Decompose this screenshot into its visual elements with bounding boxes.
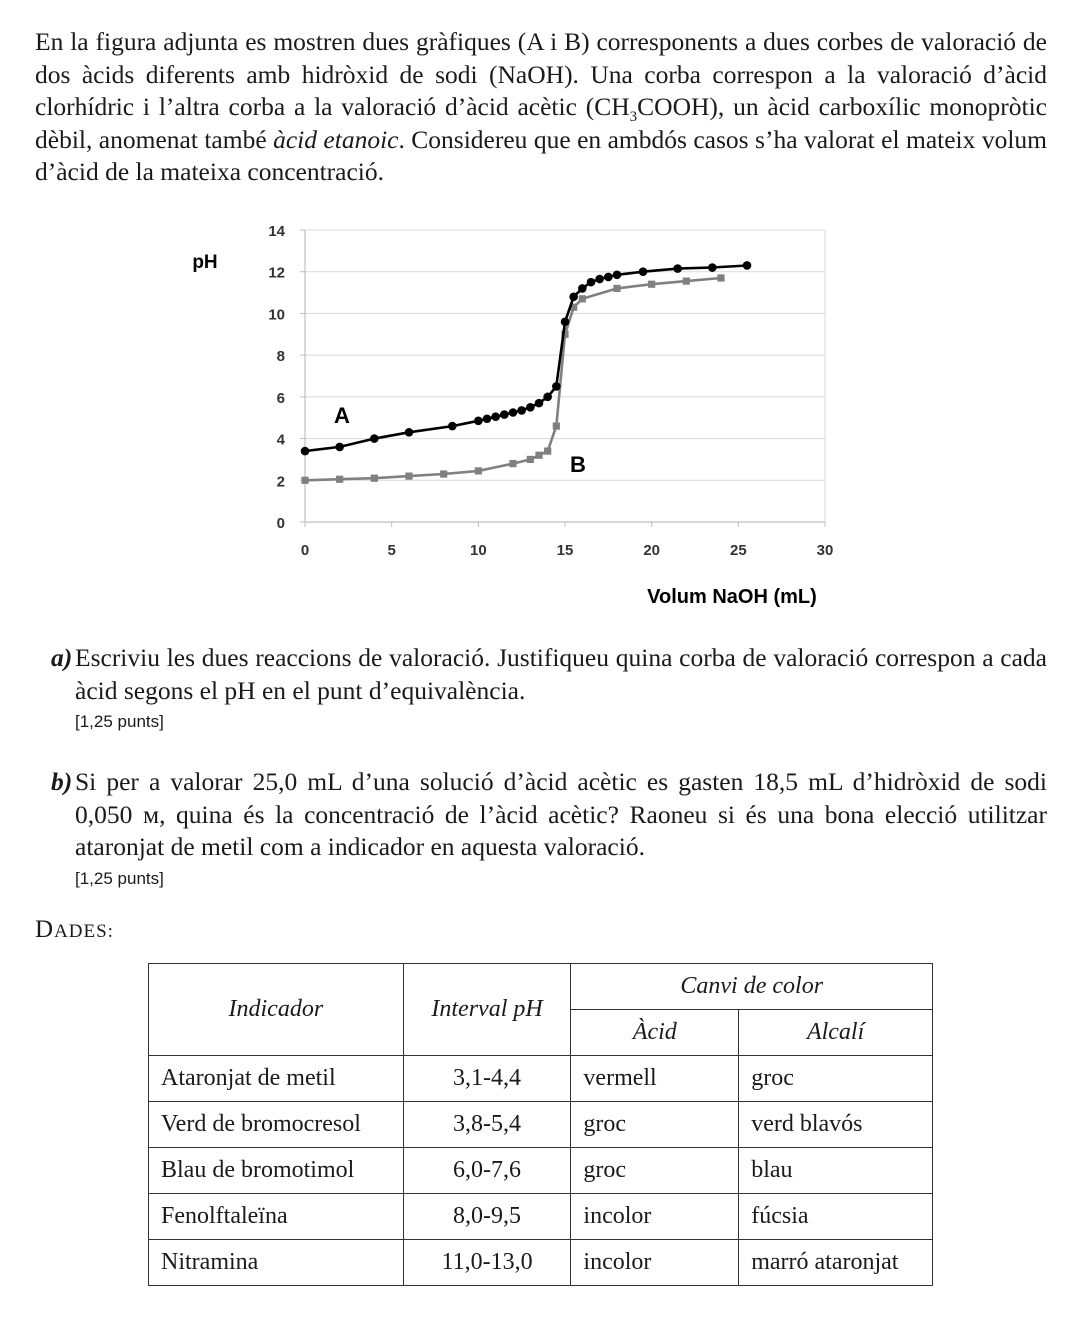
series-a-point	[561, 317, 570, 326]
table-row	[149, 1056, 933, 1102]
x-tick-label: 0	[300, 542, 310, 559]
series-a-line	[305, 266, 747, 452]
intro-emphasis: àcid etanoic	[273, 124, 399, 154]
series-a-point	[405, 428, 414, 437]
series-b-point	[301, 477, 308, 484]
series-a-point	[578, 284, 587, 293]
cell-acid: incolor	[571, 1240, 739, 1286]
series-a-point	[604, 273, 613, 282]
cell-acid: groc	[571, 1148, 739, 1194]
series-b-point	[371, 475, 378, 482]
dades-rest: ADES:	[54, 921, 114, 942]
cell-acid: groc	[571, 1102, 739, 1148]
question-a-text: Escriviu les dues reaccions de valoració. Justifiqueu quina corba de valoració correspon a cada àcid segons el pH en el punt d’equivalència.	[75, 643, 1047, 705]
intro-text-2: COOH), un àcid carboxílic monopròtic dèbil, anomenat també	[35, 92, 1047, 154]
question-b-letter: b)	[51, 767, 73, 796]
intro-text-1: En la figura adjunta es mostren dues gràfiques (A i B) corresponents a dues corbes de valoració de dos àcids diferents amb hidròxid de sodi (NaOH). Una corba correspon a la valoració d’àcid clorhídric i l’altra corba a la valoració d’àcid acètic (CH	[35, 27, 1047, 122]
chart-axes	[300, 230, 825, 527]
y-tick-label: 6	[276, 389, 285, 407]
cell-alcali: marró ataronjat	[739, 1240, 933, 1286]
series-a-point	[370, 434, 379, 443]
series-a-point	[743, 261, 752, 270]
y-tick-label: 8	[276, 348, 285, 366]
indicator-table	[148, 963, 933, 1286]
series-a-point	[708, 263, 717, 272]
question-a-points: [1,25 punts]	[75, 712, 164, 732]
x-tick-label: 20	[643, 542, 661, 559]
series-b-point	[613, 285, 620, 292]
table-row	[149, 1102, 933, 1148]
series-b-point	[648, 281, 655, 288]
series-a-point	[509, 408, 518, 417]
y-axis-label: pH	[192, 252, 218, 273]
chart-ticks	[268, 223, 833, 559]
cell-interval: 3,8-5,4	[403, 1102, 571, 1148]
titration-chart	[170, 210, 860, 610]
series-a-point	[301, 447, 310, 456]
series-a-point	[474, 417, 483, 426]
series-a-point	[552, 382, 561, 391]
series-a-point	[569, 292, 578, 301]
series-a-point	[535, 399, 544, 408]
series-b-point	[509, 460, 516, 467]
series-b-point	[475, 467, 482, 474]
intro-text-3: . Considereu que en ambdós casos s’ha valorat el mateix volum d’àcid de la mateixa concentració.	[35, 124, 1047, 187]
series-a-point	[483, 414, 492, 423]
question-b	[35, 766, 1047, 890]
y-tick-label: 2	[276, 473, 285, 491]
y-tick-label: 4	[276, 431, 285, 449]
cell-alcali: blau	[739, 1148, 933, 1194]
dades-first-letter: D	[35, 916, 55, 943]
series-a-point	[491, 412, 500, 421]
cell-interval: 11,0-13,0	[403, 1240, 571, 1286]
series-b-point	[336, 476, 343, 483]
series-b-point	[553, 422, 560, 429]
cell-indicador: Verd de bromocresol	[149, 1102, 404, 1148]
question-b-points: [1,25 punts]	[75, 868, 164, 888]
header-acid: Àcid	[571, 1010, 739, 1056]
series-a-point	[526, 403, 535, 412]
annotation-a: A	[334, 403, 350, 428]
x-tick-label: 10	[469, 542, 487, 559]
table-row	[149, 1194, 933, 1240]
series-a-point	[500, 410, 509, 419]
series-b-point	[717, 274, 724, 281]
header-interval: Interval pH	[403, 964, 571, 1056]
annotation-b: B	[570, 452, 586, 477]
series-a-point	[613, 271, 622, 280]
y-tick-label: 0	[276, 515, 285, 532]
intro-subscript: 3	[629, 109, 638, 126]
question-b-text: Si per a valorar 25,0 mL d’una solució d’àcid acètic es gasten 18,5 mL d’hidròxid de sodi 0,050 м, quina és la concentració de l’àcid acètic? Raoneu si és una bona elecció utilitzar ataronjat de metil com a indicador en aquesta valoració.	[75, 767, 1047, 862]
series-a-point	[587, 278, 596, 287]
series-b-point	[544, 447, 551, 454]
series-a-point	[517, 406, 526, 415]
series-a-point	[335, 443, 344, 452]
series-b-line	[305, 278, 721, 480]
series-b-point	[535, 452, 542, 459]
x-tick-label: 15	[556, 542, 574, 559]
x-tick-label: 30	[816, 542, 834, 559]
cell-interval: 6,0-7,6	[403, 1148, 571, 1194]
series-b-point	[440, 470, 447, 477]
cell-acid: vermell	[571, 1056, 739, 1102]
series-a-point	[595, 275, 604, 284]
series-b-point	[683, 278, 690, 285]
cell-alcali: groc	[739, 1056, 933, 1102]
x-tick-label: 25	[729, 542, 747, 559]
cell-indicador: Blau de bromotimol	[149, 1148, 404, 1194]
series-b-point	[579, 295, 586, 302]
x-tick-label: 5	[387, 542, 396, 559]
header-indicador: Indicador	[149, 964, 404, 1056]
cell-interval: 3,1-4,4	[403, 1056, 571, 1102]
series-a-point	[673, 264, 682, 273]
cell-indicador: Nitramina	[149, 1240, 404, 1286]
chart-series	[301, 261, 752, 484]
table-row	[149, 1240, 933, 1286]
y-tick-label: 10	[268, 306, 285, 324]
cell-indicador: Fenolftaleïna	[149, 1194, 404, 1240]
header-alcali: Alcalí	[739, 1010, 933, 1056]
cell-alcali: fúcsia	[739, 1194, 933, 1240]
header-canvi: Canvi de color	[571, 964, 933, 1010]
series-b-point	[405, 473, 412, 480]
intro-paragraph	[35, 26, 1047, 189]
y-tick-label: 12	[268, 264, 285, 282]
table-row	[149, 1148, 933, 1194]
question-a	[35, 642, 1047, 733]
question-a-letter: a)	[51, 643, 73, 672]
series-b-point	[527, 456, 534, 463]
series-a-point	[639, 267, 648, 276]
y-tick-label: 14	[268, 223, 285, 240]
cell-acid: incolor	[571, 1194, 739, 1240]
dades-heading	[35, 916, 114, 944]
cell-interval: 8,0-9,5	[403, 1194, 571, 1240]
x-axis-label: Volum NaOH (mL)	[647, 586, 817, 608]
series-a-point	[543, 393, 552, 402]
series-a-point	[448, 422, 457, 431]
cell-alcali: verd blavós	[739, 1102, 933, 1148]
cell-indicador: Ataronjat de metil	[149, 1056, 404, 1102]
